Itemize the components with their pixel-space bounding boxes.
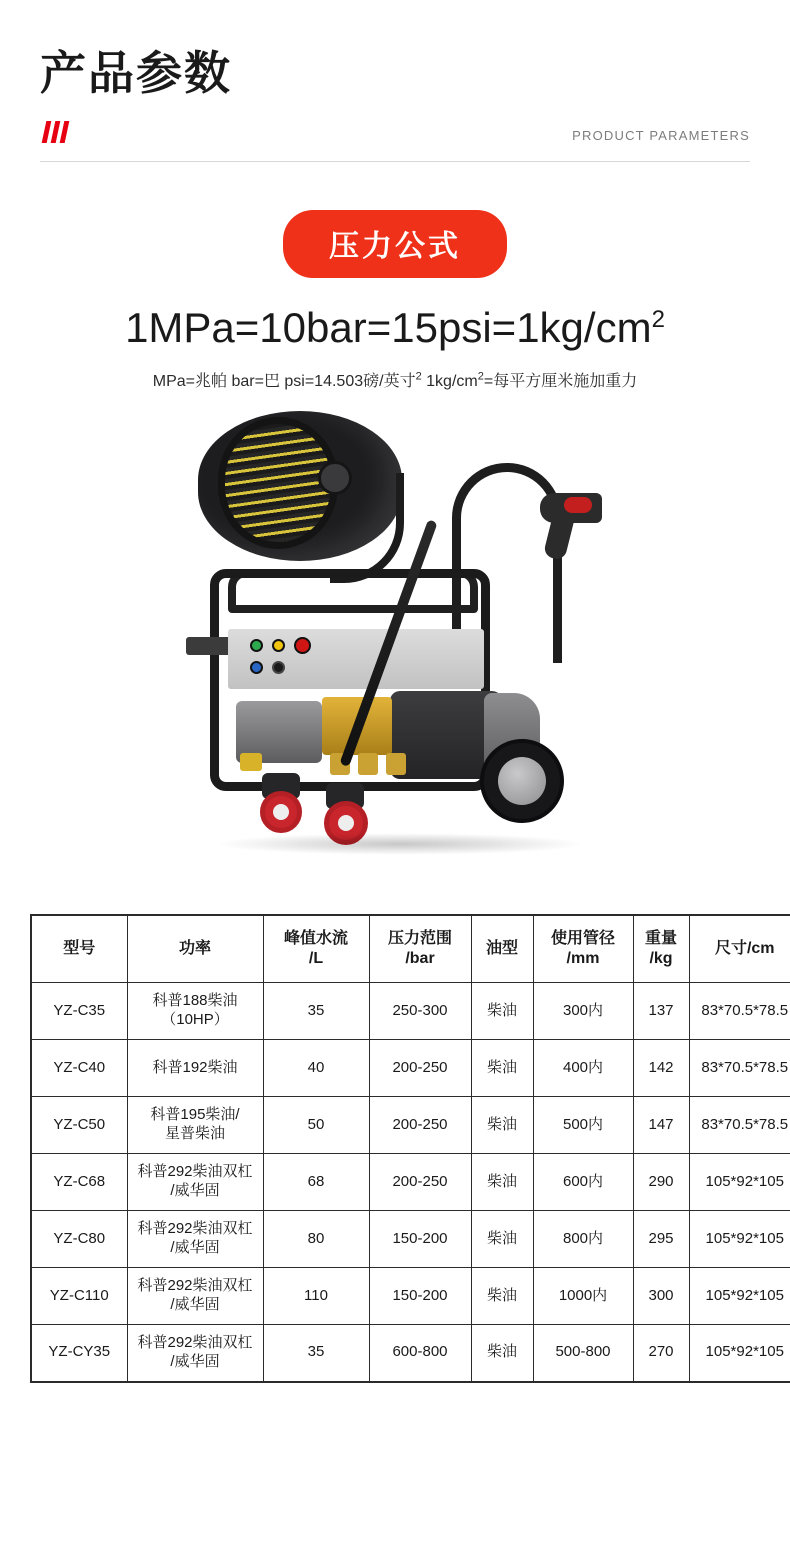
cell-flow: 68 (263, 1154, 369, 1211)
formula-note-part2: 1kg/cm (421, 372, 478, 390)
cell-size: 105*92*105 (689, 1211, 790, 1268)
cell-flow: 35 (263, 983, 369, 1040)
cell-power: 科普192柴油 (127, 1040, 263, 1097)
spec-table (30, 914, 790, 1383)
formula-note-sup1: 2 (415, 370, 422, 383)
cell-power: 科普292柴油双杠 /威华固 (127, 1154, 263, 1211)
cell-pressure: 250-300 (369, 983, 471, 1040)
formula-equation-sup: 2 (651, 305, 665, 333)
cell-power: 科普292柴油双杠 /威华固 (127, 1325, 263, 1382)
page-title: 产品参数 (40, 47, 232, 99)
cell-size: 83*70.5*78.5 (689, 1040, 790, 1097)
cell-fuel: 柴油 (471, 1040, 533, 1097)
spec-table-head (31, 915, 790, 983)
control-panel (228, 629, 484, 689)
table-row (31, 1154, 790, 1211)
cell-model: YZ-C80 (31, 1211, 127, 1268)
page-header (0, 0, 790, 162)
cell-weight: 300 (633, 1268, 689, 1325)
cell-model: YZ-CY35 (31, 1325, 127, 1382)
accent-bars-icon (42, 121, 70, 143)
cell-fuel: 柴油 (471, 1325, 533, 1382)
cell-power: 科普292柴油双杠 /威华固 (127, 1211, 263, 1268)
cell-size: 105*92*105 (689, 1325, 790, 1382)
spec-table-body (31, 983, 790, 1382)
cell-pipe: 400内 (533, 1040, 633, 1097)
yellow-button-icon (272, 639, 285, 652)
formula-equation-text: 1MPa=10bar=15psi=1kg/cm (125, 303, 652, 351)
cell-pressure: 600-800 (369, 1325, 471, 1382)
cell-size: 83*70.5*78.5 (689, 983, 790, 1040)
table-header-row (31, 915, 790, 983)
col-header-model: 型号 (31, 915, 127, 983)
cell-power: 科普292柴油双杠 /威华固 (127, 1268, 263, 1325)
cell-weight: 142 (633, 1040, 689, 1097)
cell-fuel: 柴油 (471, 1097, 533, 1154)
formula-note-part1: MPa=兆帕 bar=巴 psi=14.503磅/英寸 (152, 372, 416, 390)
table-row (31, 983, 790, 1040)
caster-wheel-left (260, 791, 302, 833)
cell-size: 83*70.5*78.5 (689, 1097, 790, 1154)
cell-flow: 40 (263, 1040, 369, 1097)
table-row (31, 1211, 790, 1268)
cell-fuel: 柴油 (471, 1268, 533, 1325)
cell-model: YZ-C110 (31, 1268, 127, 1325)
formula-note-sup2: 2 (477, 370, 484, 383)
cell-pipe: 600内 (533, 1154, 633, 1211)
col-header-size: 尺寸/cm (689, 915, 790, 983)
cell-model: YZ-C50 (31, 1097, 127, 1154)
cell-pressure: 200-250 (369, 1097, 471, 1154)
pump-outlet-2 (358, 753, 378, 775)
subheader-row (40, 121, 750, 151)
cell-model: YZ-C68 (31, 1154, 127, 1211)
green-button-icon (250, 639, 263, 652)
pump-oil-cap (240, 753, 262, 771)
pump-outlet-3 (386, 753, 406, 775)
cell-pipe: 800内 (533, 1211, 633, 1268)
spec-table-wrap (0, 914, 790, 1383)
cell-pipe: 300内 (533, 983, 633, 1040)
formula-badge: 压力公式 (283, 210, 507, 278)
cell-weight: 270 (633, 1325, 689, 1382)
col-header-pressure: 压力范围 /bar (369, 915, 471, 983)
table-row (31, 1097, 790, 1154)
cell-model: YZ-C35 (31, 983, 127, 1040)
table-row (31, 1040, 790, 1097)
spray-gun-trigger (564, 497, 592, 513)
col-header-weight: 重量 /kg (633, 915, 689, 983)
cell-fuel: 柴油 (471, 1154, 533, 1211)
cell-weight: 290 (633, 1154, 689, 1211)
col-header-fuel: 油型 (471, 915, 533, 983)
cell-weight: 147 (633, 1097, 689, 1154)
cell-flow: 50 (263, 1097, 369, 1154)
formula-note (0, 368, 790, 391)
product-photo (0, 401, 790, 906)
page-subtitle-en: PRODUCT PARAMETERS (572, 127, 750, 143)
col-header-pipe: 使用管径 /mm (533, 915, 633, 983)
cell-model: YZ-C40 (31, 1040, 127, 1097)
black-button-icon (272, 661, 285, 674)
blue-button-icon (250, 661, 263, 674)
cell-flow: 80 (263, 1211, 369, 1268)
cell-pipe: 500-800 (533, 1325, 633, 1382)
cell-pressure: 200-250 (369, 1154, 471, 1211)
rear-wheel-hub (498, 757, 546, 805)
cell-power: 科普195柴油/ 星普柴油 (127, 1097, 263, 1154)
cell-weight: 295 (633, 1211, 689, 1268)
cell-size: 105*92*105 (689, 1268, 790, 1325)
formula-note-part3: =每平方厘米施加重力 (483, 372, 638, 390)
cell-weight: 137 (633, 983, 689, 1040)
red-stop-button-icon (294, 637, 311, 654)
header-divider (40, 161, 750, 162)
pressure-formula-section (0, 210, 790, 391)
cell-pressure: 150-200 (369, 1268, 471, 1325)
cell-fuel: 柴油 (471, 1211, 533, 1268)
reel-support-arm (330, 473, 404, 583)
formula-equation (0, 304, 790, 352)
col-header-power: 功率 (127, 915, 263, 983)
cell-flow: 110 (263, 1268, 369, 1325)
table-row (31, 1268, 790, 1325)
cell-flow: 35 (263, 1325, 369, 1382)
cell-power: 科普188柴油 （10HP） (127, 983, 263, 1040)
cell-pipe: 1000内 (533, 1268, 633, 1325)
cell-fuel: 柴油 (471, 983, 533, 1040)
col-header-flow: 峰值水流 /L (263, 915, 369, 983)
cell-pipe: 500内 (533, 1097, 633, 1154)
ground-shadow (215, 833, 585, 855)
cell-pressure: 200-250 (369, 1040, 471, 1097)
table-row (31, 1325, 790, 1382)
cell-size: 105*92*105 (689, 1154, 790, 1211)
cell-pressure: 150-200 (369, 1211, 471, 1268)
